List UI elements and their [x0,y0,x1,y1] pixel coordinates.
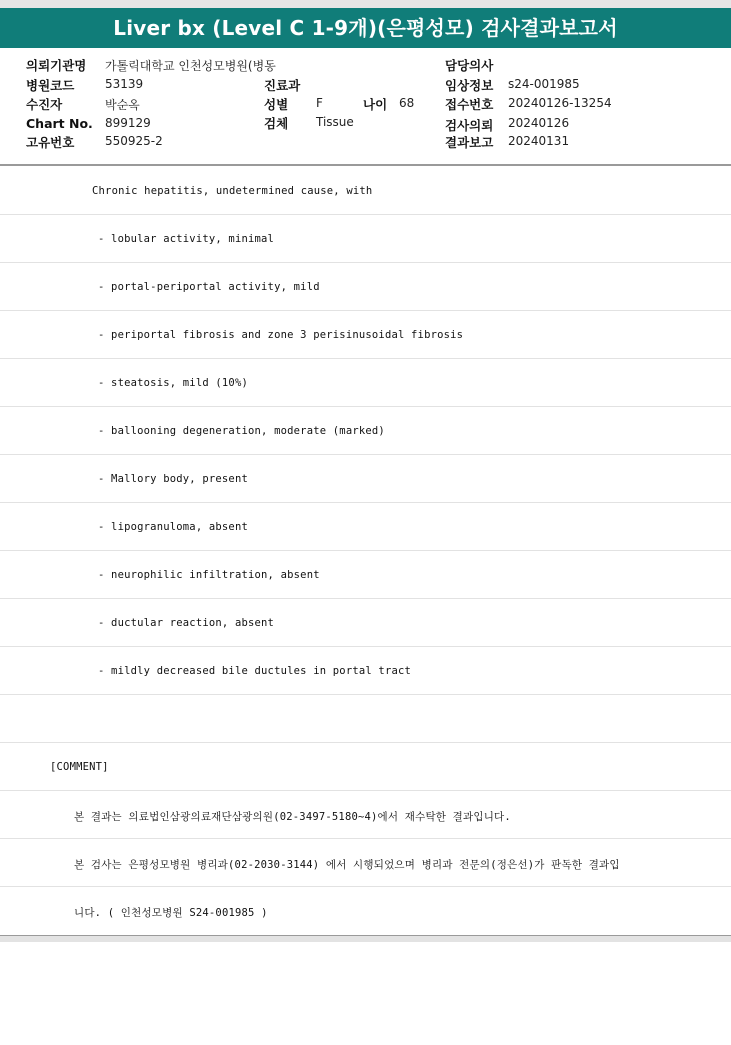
line-text: 본 결과는 의료법인삼광의료재단삼광의원(02-3497-5180~4)에서 재수탁한 결과입니다. [74,811,511,823]
patient-info [0,48,731,164]
department-label: 진료과 [264,78,301,93]
report-line [0,215,731,263]
patient-value: 박순옥 [105,98,140,112]
line-text: Chronic hepatitis, undetermined cause, with [92,185,373,197]
top-strip [0,0,731,8]
footer-strip [0,936,731,942]
report-line [0,695,731,743]
line-text: - mildly decreased bile ductules in portal tract [98,665,412,677]
sex-value: F [316,96,323,110]
hospital-code-value: 53139 [105,77,144,91]
chart-no-label: Chart No. [26,116,93,131]
line-text: - neurophilic infiltration, absent [98,569,320,581]
header-divider [0,164,731,166]
age-value: 68 [399,96,415,110]
line-text: - Mallory body, present [98,473,248,485]
institution-label: 의뢰기관명 [26,58,87,73]
line-text: - lobular activity, minimal [98,233,275,245]
comment-line [0,887,731,935]
report-title: Liver bx (Level C 1-9개)(은평성모) 검사결과보고서 [0,8,731,48]
request-label: 검사의뢰 [445,118,494,133]
age-label: 나이 [363,97,388,112]
report-line [0,407,731,455]
comment-line [0,839,731,887]
receipt-label: 접수번호 [445,97,494,112]
line-text: - ballooning degeneration, moderate (marked) [98,425,385,437]
sex-label: 성별 [264,97,289,112]
report-line [0,167,731,215]
line-text: 니다. ( 인천성모병원 S24-001985 ) [74,907,268,919]
receipt-value: 20240126-13254 [508,96,612,110]
unique-no-value: 550925-2 [105,134,163,148]
report-date-label: 결과보고 [445,135,494,150]
line-text: - portal-periportal activity, mild [98,281,320,293]
line-text: - ductular reaction, absent [98,617,275,629]
line-text: - steatosis, mild (10%) [98,377,248,389]
report-line [0,647,731,695]
report-line [0,503,731,551]
comment-heading [0,743,731,791]
report-line [0,599,731,647]
unique-no-label: 고유번호 [26,135,75,150]
specimen-value: Tissue [316,115,354,129]
patient-label: 수진자 [26,97,63,112]
chart-no-value: 899129 [105,116,151,130]
line-text: - periportal fibrosis and zone 3 perisinusoidal fibrosis [98,329,464,341]
clinical-value: s24-001985 [508,77,580,91]
report-line [0,455,731,503]
hospital-code-label: 병원코드 [26,78,75,93]
line-text: 본 검사는 은평성모병원 병리과(02-2030-3144) 에서 시행되었으며 병리과 전문의(정은선)가 판독한 결과입 [74,859,620,871]
report-line [0,263,731,311]
line-text: - lipogranuloma, absent [98,521,248,533]
comment-line [0,791,731,839]
line-text: [COMMENT] [50,761,109,773]
report-line [0,359,731,407]
report-line [0,311,731,359]
specimen-label: 검체 [264,116,289,131]
institution-value: 가톨릭대학교 인천성모병원(병동 [105,59,276,73]
clinical-label: 임상정보 [445,78,494,93]
request-value: 20240126 [508,116,570,130]
attending-label: 담당의사 [445,58,494,73]
report-line [0,551,731,599]
report-date-value: 20240131 [508,134,570,148]
